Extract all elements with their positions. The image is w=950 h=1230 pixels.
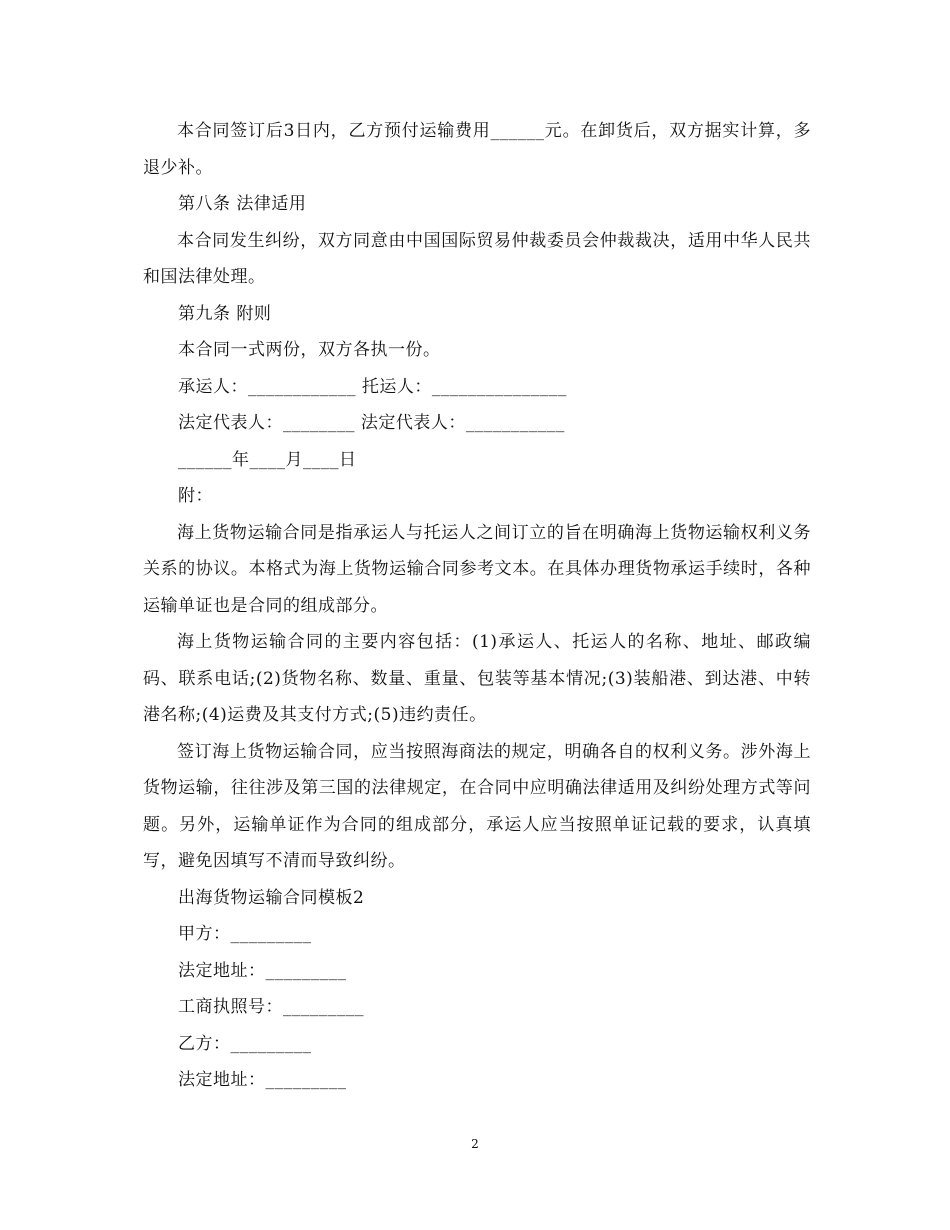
party-b-address-field: 法定地址：_________: [178, 1070, 347, 1090]
paragraph-copies: 本合同一式两份，双方各执一份。: [178, 340, 441, 360]
business-license-field: 工商执照号：_________: [178, 997, 364, 1017]
signature-date: ______年____月____日: [178, 449, 357, 470]
article-8-heading: 第八条 法律适用: [178, 194, 307, 214]
paragraph-prepayment: 本合同签订后3日内，乙方预付运输费用______元。在卸货后，双方据实计算，多退少补。: [143, 121, 811, 178]
signature-carrier-shipper: 承运人：____________ 托运人：_______________: [178, 376, 567, 397]
article-9-heading: 第九条 附则: [178, 303, 272, 324]
paragraph-signing-notes: 签订海上货物运输合同，应当按照海商法的规定，明确各自的权利义务。涉外海上货物运输，往往涉及第三国的法律规定，在合同中应明确法律适用及纠纷处理方式等问题。另外，运输单证作为合同的组成部分，承运人应当按照单证记载的要求，认真填写，避免因填写不清而导致纠纷。: [143, 741, 811, 871]
signature-legal-representatives: 法定代表人：________ 法定代表人：___________: [178, 413, 565, 433]
page-number: 2: [471, 1137, 479, 1151]
paragraph-main-content: 海上货物运输合同的主要内容包括：(1)承运人、托运人的名称、地址、邮政编码、联系电话;(2)货物名称、数量、重量、包装等基本情况;(3)装船港、到达港、中转港名称;(4)运费及其支付方式;(5)违约责任。: [143, 632, 811, 725]
party-a-address-field: 法定地址：_________: [178, 960, 347, 981]
appendix-heading: 附：: [178, 486, 213, 506]
party-b-field: 乙方：_________: [178, 1033, 312, 1054]
paragraph-dispute: 本合同发生纠纷，双方同意由中国国际贸易仲裁委员会仲裁裁决，适用中华人民共和国法律处理。: [143, 230, 811, 287]
template-2-heading: 出海货物运输合同模板2: [178, 887, 365, 908]
party-a-field: 甲方：_________: [178, 924, 312, 944]
document-body: [143, 113, 811, 1099]
paragraph-definition: 海上货物运输合同是指承运人与托运人之间订立的旨在明确海上货物运输权利义务关系的协议。本格式为海上货物运输合同参考文本。在具体办理货物承运手续时，各种运输单证也是合同的组成部分。: [143, 522, 811, 616]
